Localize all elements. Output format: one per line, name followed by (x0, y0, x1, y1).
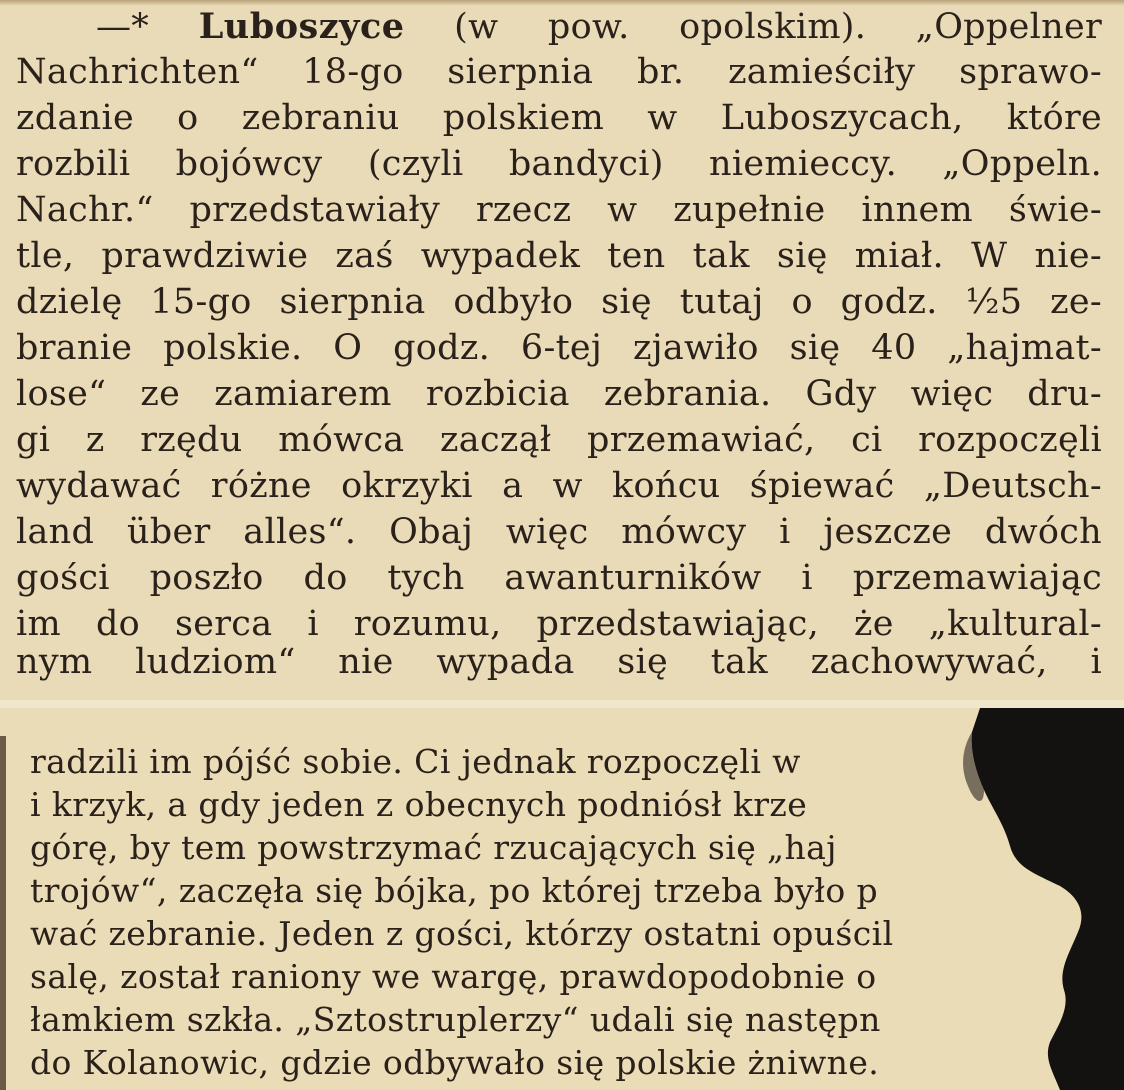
prefix: —* (96, 7, 150, 47)
clipping-bottom (0, 708, 1124, 1090)
continuation-line-6: salę, został raniony we wargę, prawdopodobnie o (30, 957, 877, 996)
article-line-1 (96, 4, 1102, 50)
article-line-4: rozbili bojówcy (czyli bandyci) niemieccy. „Oppeln. (16, 144, 1102, 184)
article-line-12: land über alles“. Obaj więc mówcy i jeszcze dwóch (16, 512, 1102, 552)
left-shadow-edge (0, 736, 6, 1090)
article-line-7: dzielę 15-go sierpnia odbyło się tutaj o godz. ½5 ze- (16, 282, 1102, 322)
continuation-line-8: do Kolanowic, gdzie odbywało się polskie żniwne. (30, 1043, 880, 1082)
article-line-13: gości poszło do tych awanturników i przemawiając (16, 558, 1102, 598)
continuation-line-2: i krzyk, a gdy jeden z obecnych podniósł krze (30, 785, 808, 824)
article-line-5: Nachr.“ przedstawiały rzecz w zupełnie innem świe- (16, 190, 1102, 230)
continuation-line-5: wać zebranie. Jeden z gości, którzy ostatni opuścil (30, 914, 894, 953)
stain-shape (972, 708, 1124, 1090)
article-line-10: gi z rzędu mówca zaczął przemawiać, ci rozpoczęli (16, 420, 1102, 460)
article-line-3: zdanie o zebraniu polskiem w Luboszycach, które (16, 98, 1102, 138)
article-line-9: lose“ ze zamiarem rozbicia zebrania. Gdy więc dru- (16, 374, 1102, 414)
clipping-gap (0, 700, 1124, 708)
line-1-text: (w pow. opolskim). „Oppelner (404, 7, 1102, 47)
article-line-2: Nachrichten“ 18-go sierpnia br. zamieściły sprawo- (16, 52, 1102, 92)
article-line-14: im do serca i rozumu, przedstawiając, że „kultural- (16, 604, 1102, 644)
article-line-8: branie polskie. O godz. 6-tej zjawiło się 40 „hajmat- (16, 328, 1102, 368)
continuation-line-1: radzili im pójść sobie. Ci jednak rozpoczęli w (30, 742, 801, 781)
ink-stain (940, 708, 1124, 1090)
place-heading: Luboszyce (198, 6, 405, 47)
article-line-15: nym ludziom“ nie wypada się tak zachowywać, i (16, 642, 1102, 682)
continuation-line-4: trojów“, zaczęła się bójka, po której trzeba było p (30, 871, 879, 910)
continuation-line-7: łamkiem szkła. „Sztostruplerzy“ udali się następn (30, 1000, 881, 1039)
article-line-11: wydawać różne okrzyki a w końcu śpiewać „Deutsch- (16, 466, 1102, 506)
continuation-line-3: górę, by tem powstrzymać rzucających się „haj (30, 828, 837, 867)
article-line-6: tle, prawdziwie zaś wypadek ten tak się miał. W nie- (16, 236, 1102, 276)
